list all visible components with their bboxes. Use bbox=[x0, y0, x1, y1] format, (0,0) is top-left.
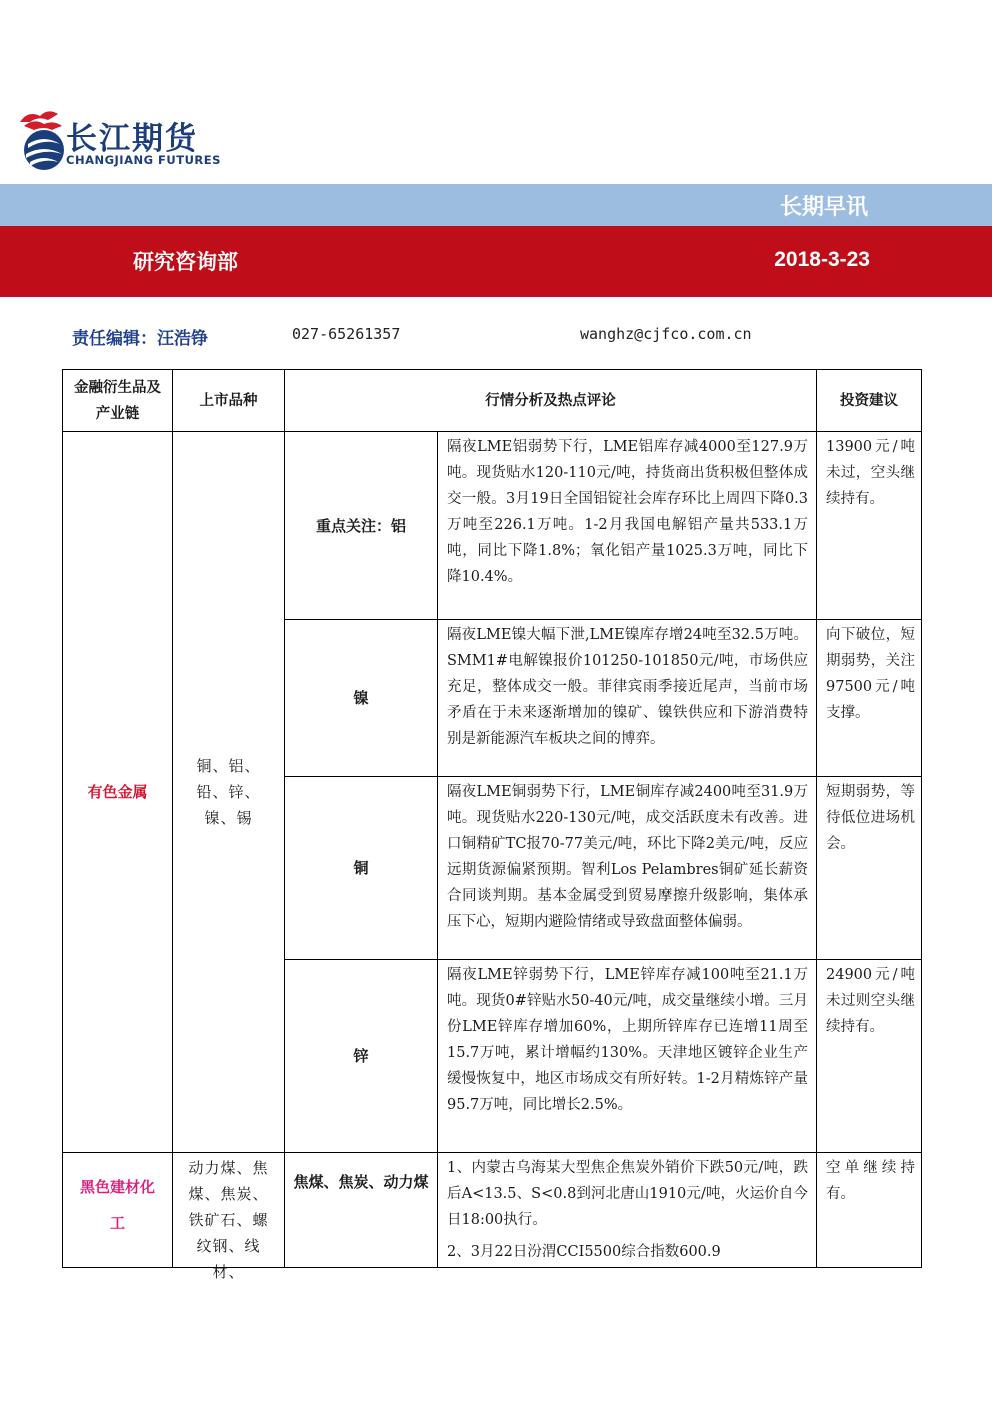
analysis-cell: 1、内蒙古乌海某大型焦企焦炭外销价下跌50元/吨，跌后A<13.5、S<0.8到河北唐山1910元/吨，火运价自今日18:00执行。 2、3月22日汾渭CCI5500综合指数600.9 bbox=[438, 1153, 817, 1268]
analysis-cell: 隔夜LME锌弱势下行，LME锌库存减100吨至21.1万吨。现货0#锌贴水50-40元/吨，成交量继续小增。三月份LME锌库存增加60%，上期所锌库存已连增11周至15.7万吨，累计增幅约130%。天津地区镀锌企业生产缓慢恢复中，地区市场成交有所好转。1-2月精炼锌产量95.7万吨，同比增长2.5%。 bbox=[438, 960, 817, 1153]
category-cell: 黑色建材化工 bbox=[63, 1153, 173, 1268]
advice-cell: 13900元/吨未过，空头继续持有。 bbox=[817, 432, 922, 620]
report-date: 2018-3-23 bbox=[774, 248, 870, 271]
market-analysis-table bbox=[62, 369, 922, 1281]
focus-cell: 镍 bbox=[285, 620, 438, 777]
focus-cell: 铜 bbox=[285, 777, 438, 960]
advice-cell: 向下破位，短期弱势，关注97500元/吨支撑。 bbox=[817, 620, 922, 777]
header-analysis: 行情分析及热点评论 bbox=[285, 370, 817, 432]
focus-cell: 锌 bbox=[285, 960, 438, 1153]
editor-line bbox=[72, 324, 932, 350]
table-row bbox=[63, 1153, 922, 1268]
editor-label: 责任编辑：汪浩铮 bbox=[72, 329, 208, 349]
header-products: 上市品种 bbox=[173, 370, 285, 432]
table-row bbox=[63, 432, 922, 620]
logo-text-english: CHANGJIANG FUTURES bbox=[66, 153, 221, 167]
department-name: 研究咨询部 bbox=[133, 250, 238, 274]
editor-phone: 027-65261357 bbox=[292, 325, 401, 343]
header-category: 金融衍生品及产业链 bbox=[63, 370, 173, 432]
header-advice: 投资建议 bbox=[817, 370, 922, 432]
editor-email-link[interactable]: wanghz@cjfco.com.cn bbox=[580, 325, 752, 343]
table-header-row bbox=[63, 370, 922, 432]
analysis-cell: 隔夜LME铜弱势下行，LME铜库存减2400吨至31.9万吨。现货贴水220-130元/吨，成交活跃度未有改善。进口铜精矿TC报70-77美元/吨，环比下降2美元/吨，反应远期货源偏紧预期。智利Los Pelambres铜矿延长薪资合同谈判期。基本金属受到贸易摩擦升级影响，集体承压下心，短期内避险情绪或导致盘面整体偏弱。 bbox=[438, 777, 817, 960]
header-band-blue bbox=[0, 184, 992, 226]
focus-cell: 重点关注：铝 bbox=[285, 432, 438, 620]
focus-cell: 焦煤、焦炭、动力煤 bbox=[285, 1153, 438, 1268]
advice-cell: 24900元/吨未过则空头继续持有。 bbox=[817, 960, 922, 1153]
analysis-cell: 隔夜LME铝弱势下行，LME铝库存减4000至127.9万吨。现货贴水120-110元/吨，持货商出货积极但整体成交一般。3月19日全国铝锭社会库存环比上周四下降0.3万吨至226.1万吨。1-2月我国电解铝产量共533.1万吨，同比下降1.8%；氧化铝产量1025.3万吨，同比下降10.4%。 bbox=[438, 432, 817, 620]
category-cell: 有色金属 bbox=[63, 432, 173, 1153]
analysis-cell: 隔夜LME镍大幅下泄,LME镍库存增24吨至32.5万吨。SMM1#电解镍报价101250-101850元/吨，市场供应充足，整体成交一般。菲律宾雨季接近尾声，当前市场矛盾在于未来逐渐增加的镍矿、镍铁供应和下游消费特别是新能源汽车板块之间的博弈。 bbox=[438, 620, 817, 777]
publication-title: 长期早讯 bbox=[779, 195, 868, 220]
products-cell: 铜、铝、铅、锌、镍、锡 bbox=[173, 432, 285, 1153]
logo-emblem-icon bbox=[18, 108, 70, 172]
header-band-red bbox=[0, 226, 992, 297]
logo-text-chinese: 长江期货 bbox=[66, 121, 198, 157]
advice-cell: 短期弱势，等待低位进场机会。 bbox=[817, 777, 922, 960]
advice-cell: 空单继续持有。 bbox=[817, 1153, 922, 1268]
products-cell: 动力煤、焦煤、焦炭、铁矿石、螺纹钢、线材、 bbox=[173, 1153, 285, 1268]
